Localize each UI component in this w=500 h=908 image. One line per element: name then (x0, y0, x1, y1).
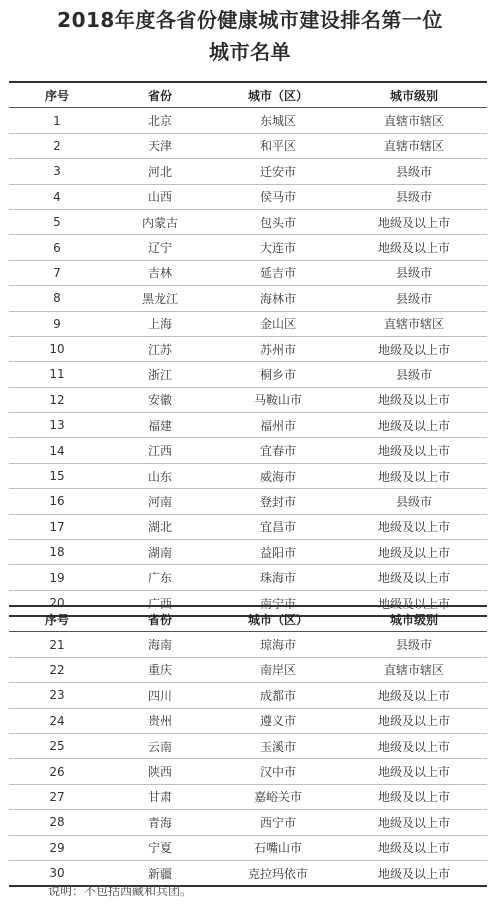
cell-city: 石嘴山市 (215, 835, 341, 860)
cell-index: 7 (9, 260, 105, 285)
cell-city: 成都市 (215, 683, 341, 708)
cell-city-level: 县级市 (341, 362, 487, 387)
cell-index: 5 (9, 209, 105, 234)
table-row (9, 438, 487, 463)
cell-index: 3 (9, 159, 105, 184)
cell-city: 威海市 (215, 463, 341, 488)
cell-province: 陕西 (105, 759, 215, 784)
cell-city: 嘉峪关市 (215, 784, 341, 809)
cell-index: 19 (9, 565, 105, 590)
cell-city: 益阳市 (215, 540, 341, 565)
cell-city: 海林市 (215, 286, 341, 311)
cell-city-level: 县级市 (341, 159, 487, 184)
cell-province: 湖南 (105, 540, 215, 565)
cell-city: 包头市 (215, 209, 341, 234)
header-city: 城市（区） (215, 606, 341, 632)
cell-city-level: 直辖市辖区 (341, 108, 487, 133)
cell-city-level: 地级及以上市 (341, 733, 487, 758)
cell-index: 17 (9, 514, 105, 539)
table-row (9, 784, 487, 809)
table-row (9, 311, 487, 336)
cell-index: 14 (9, 438, 105, 463)
header-city-level: 城市级别 (341, 82, 487, 108)
cell-city: 桐乡市 (215, 362, 341, 387)
cell-index: 12 (9, 387, 105, 412)
cell-index: 10 (9, 336, 105, 361)
cell-index: 1 (9, 108, 105, 133)
table-row (9, 632, 487, 657)
cell-index: 27 (9, 784, 105, 809)
cell-province: 内蒙古 (105, 209, 215, 234)
cell-city-level: 县级市 (341, 184, 487, 209)
cell-province: 江西 (105, 438, 215, 463)
cell-index: 20 (49, 596, 65, 610)
table-row (9, 209, 487, 234)
table-row (9, 336, 487, 361)
table-row (9, 683, 487, 708)
page-title: 2018年度各省份健康城市建设排名第一位 (57, 8, 443, 32)
cell-index: 28 (9, 810, 105, 835)
cell-city-level: 地级及以上市 (341, 514, 487, 539)
cell-city-level: 县级市 (341, 489, 487, 514)
cell-province: 黑龙江 (105, 286, 215, 311)
cell-province: 海南 (105, 632, 215, 657)
cell-province: 青海 (105, 810, 215, 835)
cell-index: 29 (9, 835, 105, 860)
cell-city-level: 地级及以上市 (341, 683, 487, 708)
table-row (9, 108, 487, 133)
cell-city: 宜昌市 (215, 514, 341, 539)
cell-city-level: 县级市 (341, 286, 487, 311)
table-row (9, 184, 487, 209)
cell-city: 延吉市 (215, 260, 341, 285)
cell-index: 16 (9, 489, 105, 514)
cell-province: 河南 (105, 489, 215, 514)
cell-index: 18 (9, 540, 105, 565)
cell-city: 和平区 (215, 133, 341, 158)
cell-province: 广东 (105, 565, 215, 590)
cell-city: 珠海市 (215, 565, 341, 590)
header-province: 省份 (105, 606, 215, 632)
cell-city: 侯马市 (215, 184, 341, 209)
cell-index: 24 (9, 708, 105, 733)
header-city-level: 城市级别 (341, 606, 487, 632)
table-row (9, 463, 487, 488)
table-row (9, 362, 487, 387)
cell-city-level: 直辖市辖区 (341, 657, 487, 682)
cell-city-level: 县级市 (341, 260, 487, 285)
cell-city-level: 地级及以上市 (341, 835, 487, 860)
cell-index: 4 (9, 184, 105, 209)
cell-city: 宜春市 (215, 438, 341, 463)
header-city: 城市（区） (215, 82, 341, 108)
cell-city: 南岸区 (215, 657, 341, 682)
cell-city-level: 地级及以上市 (377, 596, 450, 611)
table-row (9, 489, 487, 514)
cell-city: 汉中市 (215, 759, 341, 784)
cell-city-level: 地级及以上市 (341, 463, 487, 488)
cell-city-level: 直辖市辖区 (341, 133, 487, 158)
footnote: 说明：不包括西藏和兵团。 (48, 884, 193, 898)
cell-city-level: 地级及以上市 (341, 759, 487, 784)
cell-province: 广西 (147, 596, 172, 611)
cell-province: 吉林 (105, 260, 215, 285)
cell-city-level: 地级及以上市 (377, 866, 450, 881)
cell-city-level: 地级及以上市 (341, 540, 487, 565)
cell-city: 克拉玛依市 (247, 866, 308, 881)
cell-province: 新疆 (147, 866, 172, 881)
ranking-table-part1 (9, 81, 487, 617)
cell-index: 11 (9, 362, 105, 387)
page-subtitle: 城市名单 (209, 40, 291, 64)
cell-index: 13 (9, 413, 105, 438)
cell-index: 2 (9, 133, 105, 158)
cell-city-level: 地级及以上市 (341, 708, 487, 733)
cell-city-level: 地级及以上市 (341, 413, 487, 438)
header-index: 序号 (9, 82, 105, 108)
cell-city: 福州市 (215, 413, 341, 438)
cell-index: 26 (9, 759, 105, 784)
table-row (9, 235, 487, 260)
cell-city: 金山区 (215, 311, 341, 336)
cell-province: 上海 (105, 311, 215, 336)
cell-city-level: 地级及以上市 (341, 565, 487, 590)
cell-province: 四川 (105, 683, 215, 708)
cell-province: 甘肃 (105, 784, 215, 809)
cell-city-level: 地级及以上市 (341, 387, 487, 412)
cell-index: 8 (9, 286, 105, 311)
cell-province: 安徽 (105, 387, 215, 412)
table-row (9, 159, 487, 184)
header-index: 序号 (9, 606, 105, 632)
table-row (9, 733, 487, 758)
table-row (9, 514, 487, 539)
cell-index: 15 (9, 463, 105, 488)
cell-city: 琼海市 (215, 632, 341, 657)
cell-province: 贵州 (105, 708, 215, 733)
table-row (9, 759, 487, 784)
cell-province: 山东 (105, 463, 215, 488)
cell-city: 东城区 (215, 108, 341, 133)
table-header-row (9, 606, 487, 632)
cell-city-level: 县级市 (341, 632, 487, 657)
cell-province: 云南 (105, 733, 215, 758)
cell-province: 重庆 (105, 657, 215, 682)
table-row (9, 657, 487, 682)
cell-index: 25 (9, 733, 105, 758)
cell-city: 西宁市 (215, 810, 341, 835)
table-body (9, 108, 487, 616)
cell-city-level: 地级及以上市 (341, 235, 487, 260)
cell-city-level: 地级及以上市 (341, 336, 487, 361)
table-row (9, 708, 487, 733)
cell-province: 江苏 (105, 336, 215, 361)
cell-province: 辽宁 (105, 235, 215, 260)
cell-city-level: 地级及以上市 (341, 438, 487, 463)
cell-city: 遵义市 (215, 708, 341, 733)
ranking-table-part2 (9, 605, 487, 887)
table-body (9, 632, 487, 886)
cell-province: 山西 (105, 184, 215, 209)
cell-province: 湖北 (105, 514, 215, 539)
cell-city-level: 地级及以上市 (341, 810, 487, 835)
cell-city: 南宁市 (259, 596, 296, 611)
cell-index: 22 (9, 657, 105, 682)
cell-province: 北京 (105, 108, 215, 133)
cell-province: 天津 (105, 133, 215, 158)
cell-province: 福建 (105, 413, 215, 438)
cell-province: 浙江 (105, 362, 215, 387)
table-row (9, 810, 487, 835)
cell-city: 登封市 (215, 489, 341, 514)
cell-index: 23 (9, 683, 105, 708)
table-row (9, 540, 487, 565)
cell-index: 9 (9, 311, 105, 336)
cell-city-level: 地级及以上市 (341, 209, 487, 234)
cell-city-level: 地级及以上市 (341, 784, 487, 809)
table-row (9, 413, 487, 438)
cell-index: 30 (49, 866, 65, 881)
table-row (9, 387, 487, 412)
cell-city-level: 直辖市辖区 (341, 311, 487, 336)
cell-city: 大连市 (215, 235, 341, 260)
cell-city: 马鞍山市 (215, 387, 341, 412)
table-row (9, 260, 487, 285)
table-row (9, 286, 487, 311)
table-row (9, 835, 487, 860)
cell-city: 迁安市 (215, 159, 341, 184)
cell-city: 苏州市 (215, 336, 341, 361)
cell-city: 玉溪市 (215, 733, 341, 758)
cell-province: 河北 (105, 159, 215, 184)
header-province: 省份 (105, 82, 215, 108)
table-row (9, 133, 487, 158)
table-header-row (9, 82, 487, 108)
cell-province: 宁夏 (105, 835, 215, 860)
table-row (9, 565, 487, 590)
cell-index: 6 (9, 235, 105, 260)
cell-index: 21 (9, 632, 105, 657)
